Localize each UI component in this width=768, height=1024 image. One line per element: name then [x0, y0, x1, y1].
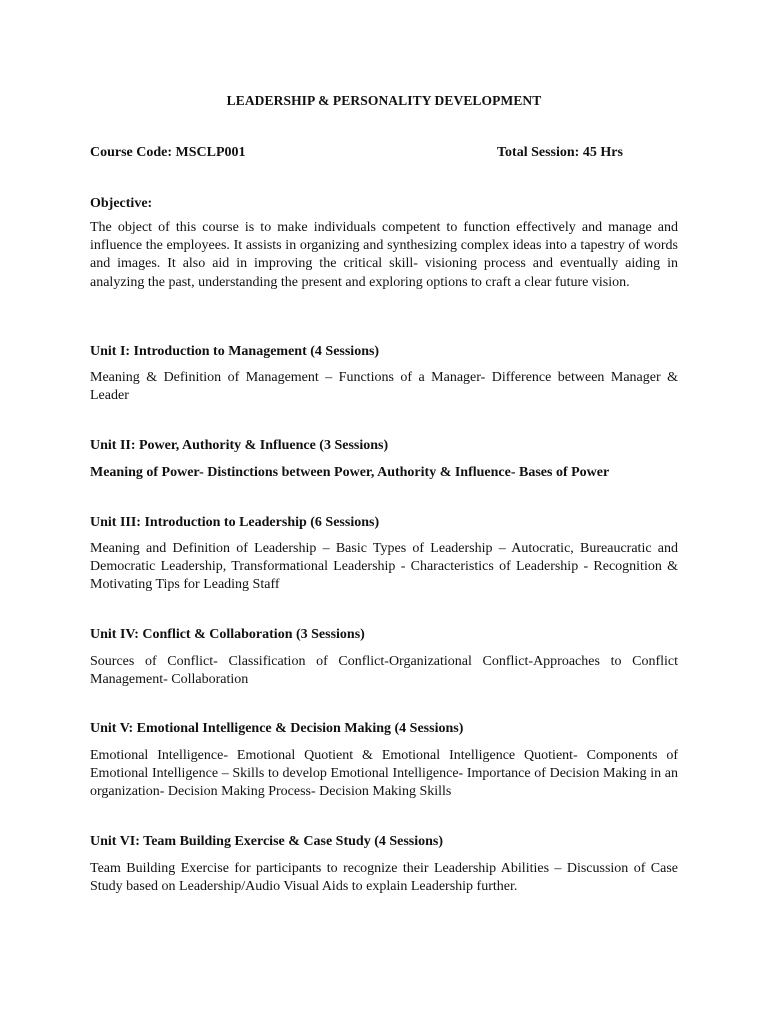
unit-5-body: Emotional Intelligence- Emotional Quotient & Emotional Intelligence Quotient- Components of Emotional Intelligence – Skills to develop Emotional Intelligence- Importance of Decision Making in an organization- Decision Making Process- Decision Making Skills	[90, 748, 678, 800]
objective-heading: Objective:	[90, 196, 153, 211]
unit-2-body: Meaning of Power- Distinctions between Power, Authority & Influence- Bases of Power	[90, 465, 610, 480]
unit-3-heading: Unit III: Introduction to Leadership (6 Sessions)	[90, 515, 380, 530]
unit-4-heading: Unit IV: Conflict & Collaboration (3 Sessions)	[90, 627, 365, 642]
document-title: LEADERSHIP & PERSONALITY DEVELOPMENT	[226, 93, 542, 108]
unit-5-heading: Unit V: Emotional Intelligence & Decision Making (4 Sessions)	[90, 721, 464, 736]
objective-text: The object of this course is to make individuals competent to function effectively and manage and influence the employees. It assists in organizing and synthesizing complex ideas into a tapestry of words and images. It also aid in improving the critical skill- visioning process and eventually aiding in analyzing the past, understanding the present and exploring options to craft a clear future vision.	[90, 220, 678, 290]
unit-4-body: Sources of Conflict- Classification of Conflict-Organizational Conflict-Approaches to Conflict Management- Collaboration	[90, 654, 678, 688]
unit-2-heading: Unit II: Power, Authority & Influence (3 Sessions)	[90, 438, 389, 453]
unit-1-heading: Unit I: Introduction to Management (4 Sessions)	[90, 344, 380, 359]
unit-1-body: Meaning & Definition of Management – Functions of a Manager- Difference between Manager & Leader	[90, 370, 678, 404]
unit-3-body: Meaning and Definition of Leadership – Basic Types of Leadership – Autocratic, Bureaucratic and Democratic Leadership, Transformational Leadership - Characteristics of Leadership - Recognition & Motivating Tips for Leading Staff	[90, 541, 678, 593]
unit-6-heading: Unit VI: Team Building Exercise & Case Study (4 Sessions)	[90, 834, 444, 849]
course-code: Course Code: MSCLP001	[90, 145, 246, 160]
total-session: Total Session: 45 Hrs	[497, 145, 623, 160]
unit-6-body: Team Building Exercise for participants to recognize their Leadership Abilities – Discussion of Case Study based on Leadership/Audio Visual Aids to explain Leadership further.	[90, 861, 678, 895]
